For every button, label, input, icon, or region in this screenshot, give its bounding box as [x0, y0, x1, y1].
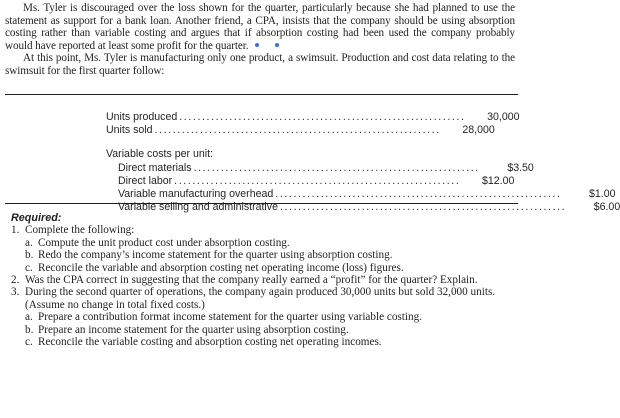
intro-paragraph-2-text: At this point, Ms. Tyler is manufacturing only one product, a swimsuit. Production and cost data relating to the swimsuit for the first quarter follow:	[5, 52, 515, 77]
question-number: 3.	[11, 286, 20, 299]
table-top-rule	[5, 94, 518, 95]
sub-letter: c.	[25, 261, 33, 274]
row-label: Units produced	[106, 111, 178, 123]
list-item	[11, 324, 515, 336]
sub-text: Redo the company’s income statement for the quarter using absorption costing.	[38, 249, 393, 262]
row-label: Variable manufacturing overhead	[118, 188, 274, 201]
table-bottom-rule	[5, 203, 518, 204]
question-1	[11, 224, 515, 236]
list-item	[11, 237, 515, 249]
sub-text: Reconcile the variable and absorption costing net operating income (loss) figures.	[38, 261, 404, 274]
sub-text: Prepare a contribution format income statement for the quarter using variable costing.	[38, 311, 422, 324]
row-label: Direct labor	[118, 174, 173, 187]
sub-letter: c.	[25, 336, 33, 349]
question-text: Was the CPA correct in suggesting that the company really earned a “profit” for the quarter? Explain.	[25, 274, 478, 287]
row-value: $12.00	[482, 174, 515, 187]
list-item	[11, 336, 515, 348]
required-section	[11, 212, 515, 348]
sub-letter: a.	[25, 311, 33, 324]
sub-text: Reconcile the variable costing and absorption costing net operating incomes.	[38, 336, 382, 349]
list-item	[11, 311, 515, 323]
table-row	[106, 111, 520, 124]
sub-text: Compute the unit product cost under absorption costing.	[38, 236, 290, 249]
list-item	[11, 262, 515, 274]
intro-paragraph-1: Ms. Tyler is discouraged over the loss shown for the quarter, particularly because she had planned to use the statement as support for a bank loan. Another friend, a CPA, insists that the company should be using absorption costing rather than variable costing and argues that if absorption costing had been used the company probably would have reported at least some profit for the quarter.	[5, 2, 515, 52]
leader-dots: ...............................................................	[275, 188, 562, 201]
production-cost-table	[106, 111, 620, 214]
problem-intro	[5, 2, 515, 78]
variable-costs-heading	[106, 148, 433, 161]
row-label: Variable selling and administrative	[118, 201, 278, 214]
row-value: 28,000	[462, 124, 495, 137]
leader-dots: ...............................................................	[193, 161, 480, 174]
question-text: Complete the following:	[25, 224, 135, 237]
table-row	[106, 161, 534, 175]
question-2	[11, 274, 515, 286]
table-row	[106, 174, 515, 188]
sub-text: Prepare an income statement for the quarter using absorption costing.	[38, 323, 349, 336]
row-label: Direct materials	[118, 161, 192, 174]
table-row	[106, 188, 616, 201]
table-row	[106, 124, 495, 137]
question-number: 2.	[11, 274, 20, 287]
sub-letter: b.	[25, 323, 34, 336]
row-value: $6.00	[593, 201, 620, 214]
row-value: 30,000	[487, 111, 520, 123]
sub-letter: b.	[25, 249, 34, 262]
row-value: $3.50	[507, 161, 534, 174]
question-3	[11, 286, 515, 311]
required-title: Required:	[11, 212, 62, 224]
sub-letter: a.	[25, 236, 33, 249]
question-text: During the second quarter of operations, the company again produced 30,000 units but sold 32,000 units. (Assume no change in total fixed costs.)	[25, 286, 496, 311]
list-item	[11, 249, 515, 261]
intro-paragraph-2	[5, 52, 515, 77]
question-number: 1.	[11, 224, 20, 237]
leader-dots: ...............................................................	[174, 174, 461, 187]
leader-dots: ...............................................................	[279, 201, 567, 214]
leader-dots: ...............................................................	[154, 124, 441, 137]
row-value: $1.00	[589, 188, 616, 201]
leader-dots: ...............................................................	[179, 111, 466, 123]
row-label: Units sold	[106, 124, 153, 137]
heading-label: Variable costs per unit:	[106, 148, 213, 161]
